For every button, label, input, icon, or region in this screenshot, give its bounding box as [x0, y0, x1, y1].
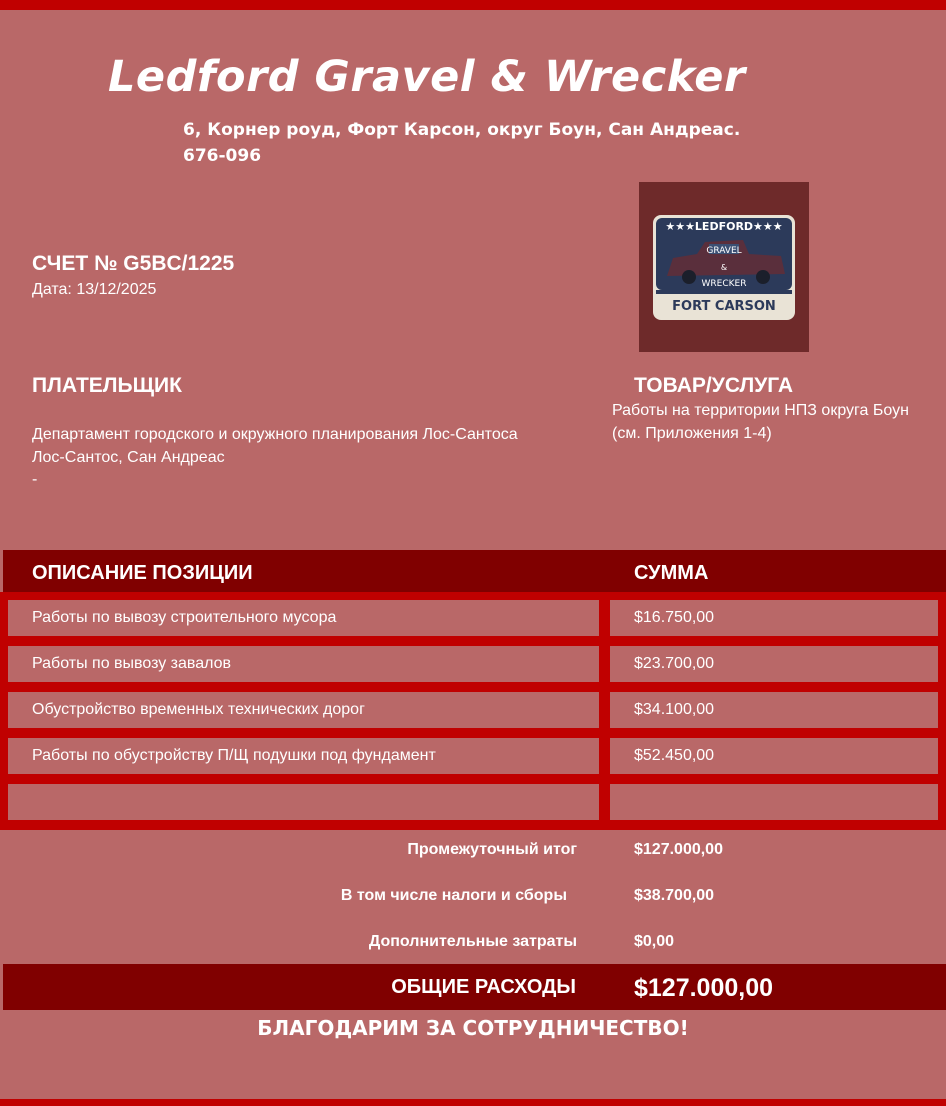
logo-line3: &	[720, 263, 728, 272]
taxes-value: $38.700,00	[634, 887, 715, 904]
logo-line1: ★★★LEDFORD★★★	[665, 220, 783, 233]
invoice-date: Дата: 13/12/2025	[32, 281, 157, 298]
payer-line: Департамент городского и окружного планирования Лос-Сантоса	[32, 426, 518, 443]
payer-heading: ПЛАТЕЛЬЩИК	[32, 374, 182, 397]
table-row-description: Обустройство временных технических дорог	[8, 692, 599, 728]
items-table	[0, 592, 946, 830]
table-row-description: Работы по вывозу строительного мусора	[8, 600, 599, 636]
logo-graphic	[639, 182, 809, 352]
table-row-amount: $23.700,00	[610, 646, 938, 682]
subtotal-label: Промежуточный итог	[407, 841, 577, 858]
table-row-description: Работы по вывозу завалов	[8, 646, 599, 682]
company-name: Ledford Gravel & Wrecker	[108, 52, 746, 102]
extra-costs-value: $0,00	[634, 933, 675, 950]
service-description: Работы на территории НПЗ округа Боун (см. Приложения 1-4)	[612, 402, 909, 442]
payer-details	[32, 424, 518, 492]
total-value: $127.000,00	[634, 974, 774, 1002]
invoice-number: СЧЕТ № G5BC/1225	[32, 252, 235, 275]
table-row-description: Работы по обустройству П/Щ подушки под фундамент	[8, 738, 599, 774]
logo-line5: FORT CARSON	[672, 299, 776, 314]
header-description: ОПИСАНИЕ ПОЗИЦИИ	[32, 562, 253, 584]
logo-line4: WRECKER	[701, 279, 747, 289]
bottom-border	[0, 1099, 946, 1106]
total-bar	[3, 964, 946, 1010]
company-logo	[639, 182, 809, 352]
thank-you-message	[0, 1016, 946, 1040]
table-row-amount: $34.100,00	[610, 692, 938, 728]
table-row-amount	[610, 784, 938, 820]
service-heading: ТОВАР/УСЛУГА	[634, 374, 794, 397]
payer-line: -	[32, 471, 38, 488]
table-row-description	[8, 784, 599, 820]
table-row-amount: $52.450,00	[610, 738, 938, 774]
table-header	[3, 550, 946, 592]
company-phone: 676-096	[183, 146, 262, 166]
taxes-label: В том числе налоги и сборы	[340, 887, 567, 904]
header-amount: СУММА	[634, 562, 709, 584]
company-address: 6, Корнер роуд, Форт Карсон, округ Боун, Сан Андреас.	[183, 120, 741, 140]
payer-line: Лос-Сантос, Сан Андреас	[32, 448, 225, 466]
table-row-amount: $16.750,00	[610, 600, 938, 636]
logo-line2: GRAVEL	[706, 246, 742, 256]
top-border	[0, 0, 946, 10]
subtotal-value: $127.000,00	[634, 841, 723, 858]
total-label: ОБЩИЕ РАСХОДЫ	[391, 976, 576, 998]
extra-costs-label: Дополнительные затраты	[368, 933, 577, 950]
thank-you-text: БЛАГОДАРИМ ЗА СОТРУДНИЧЕСТВО!	[257, 1016, 689, 1040]
